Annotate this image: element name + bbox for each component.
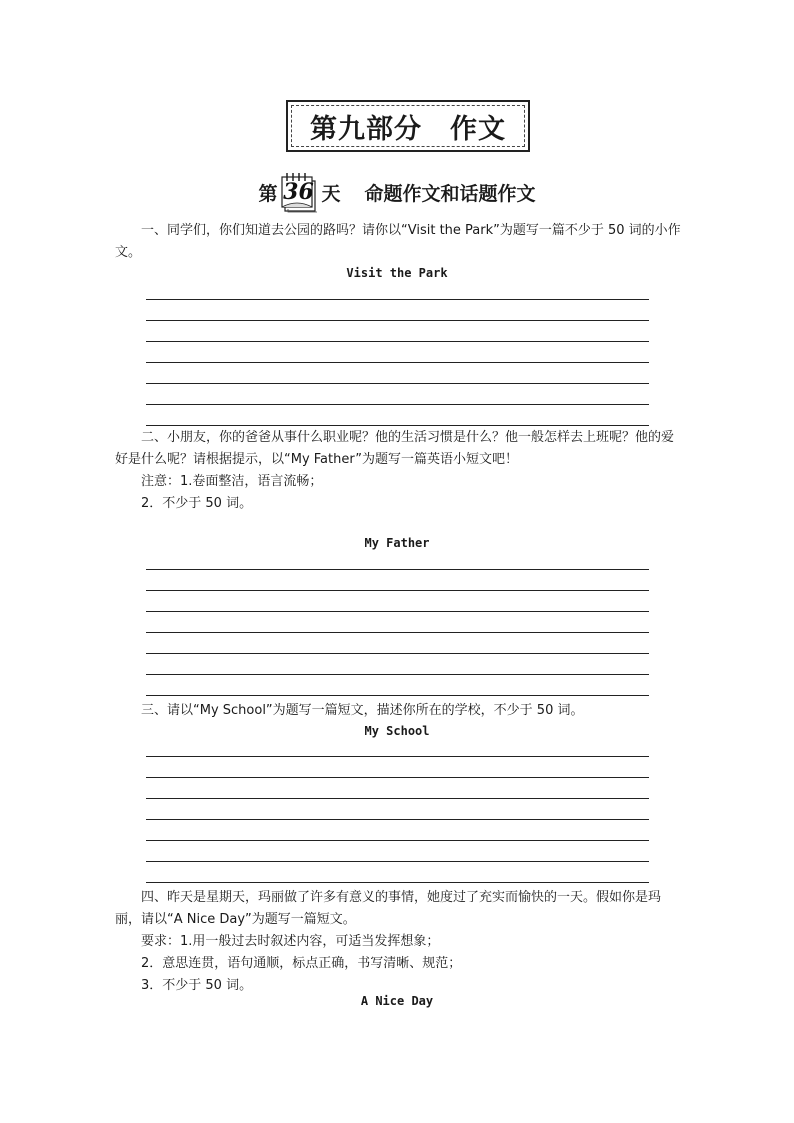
part-title: 第九部分 作文 bbox=[310, 113, 506, 145]
day-number: 36 bbox=[283, 179, 314, 205]
writing-line bbox=[146, 425, 649, 426]
writing-line bbox=[146, 798, 649, 799]
day-prefix: 第 bbox=[258, 182, 278, 205]
section-1-heading: Visit the Park bbox=[346, 266, 448, 280]
section-3-prompt: 三、请以“My School”为题写一篇短文，描述你所在的学校，不少于 50 词。 bbox=[141, 703, 584, 718]
writing-line bbox=[146, 590, 649, 591]
section-2-heading: My Father bbox=[364, 536, 430, 550]
writing-line bbox=[146, 569, 649, 570]
writing-line bbox=[146, 362, 649, 363]
writing-line bbox=[146, 861, 649, 862]
section-1-prompt: 一、同学们，你们知道去公园的路吗？请你以“Visit the Park”为题写一篇不少于 50 词的小作文。 bbox=[115, 223, 681, 260]
section-2-note-2: 2．不少于 50 词。 bbox=[141, 496, 253, 511]
day-title bbox=[0, 172, 794, 212]
writing-line bbox=[146, 299, 649, 300]
writing-line bbox=[146, 777, 649, 778]
writing-line bbox=[146, 674, 649, 675]
day-suffix: 天 bbox=[321, 182, 341, 205]
section-2-note-1: 注意：1.卷面整洁，语言流畅； bbox=[141, 474, 323, 489]
writing-line bbox=[146, 383, 649, 384]
section-4-note-2: 2．意思连贯，语句通顺，标点正确，书写清晰、规范； bbox=[141, 956, 462, 971]
writing-line bbox=[146, 341, 649, 342]
writing-line bbox=[146, 695, 649, 696]
calendar-icon bbox=[279, 171, 319, 213]
writing-line bbox=[146, 611, 649, 612]
day-topic: 命题作文和话题作文 bbox=[364, 182, 536, 205]
section-3-heading: My School bbox=[364, 724, 430, 738]
writing-line bbox=[146, 882, 649, 883]
part-title-box bbox=[286, 100, 530, 152]
section-4-note-3: 3．不少于 50 词。 bbox=[141, 978, 253, 993]
section-2-prompt: 二、小朋友，你的爸爸从事什么职业呢？他的生活习惯是什么？他一般怎样去上班呢？他的爱好是什么呢？请根据提示，以“My Father”为题写一篇英语小短文吧！ bbox=[115, 430, 675, 467]
writing-line bbox=[146, 756, 649, 757]
writing-line bbox=[146, 819, 649, 820]
section-4-prompt: 四、昨天是星期天，玛丽做了许多有意义的事情，她度过了充实而愉快的一天。假如你是玛丽，请以“A Nice Day”为题写一篇短文。 bbox=[115, 890, 662, 927]
writing-line bbox=[146, 320, 649, 321]
section-4-heading: A Nice Day bbox=[360, 994, 434, 1008]
writing-line bbox=[146, 632, 649, 633]
writing-line bbox=[146, 404, 649, 405]
writing-line bbox=[146, 653, 649, 654]
writing-line bbox=[146, 840, 649, 841]
section-4-note-1: 要求：1.用一般过去时叙述内容，可适当发挥想象； bbox=[141, 934, 440, 949]
